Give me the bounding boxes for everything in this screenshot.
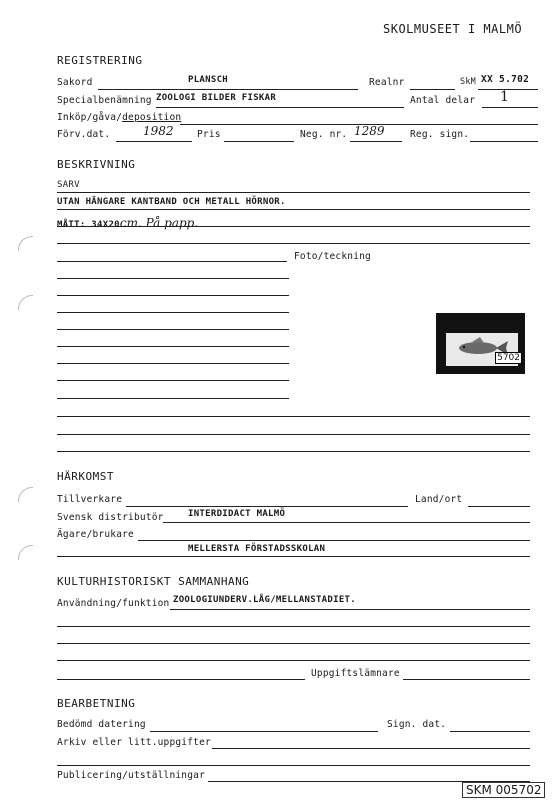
agare-line (138, 540, 530, 541)
section-title-kultur: KULTURHISTORISKT SAMMANHANG (57, 575, 250, 588)
left-rule-2 (57, 295, 289, 296)
matt-typed: MÅTT: 34X20 (57, 220, 120, 230)
sakord-label: Sakord (57, 77, 93, 88)
publicering-label: Publicering/utställningar (57, 770, 205, 781)
land-label: Land/ort (415, 494, 463, 505)
uppgift-label: Uppgiftslämnare (311, 668, 400, 679)
neg-value[interactable]: 1289 (354, 124, 385, 138)
distributor-line (163, 522, 530, 523)
pris-line (224, 141, 294, 142)
left-rule-6 (57, 363, 289, 364)
full-rule-3 (57, 451, 530, 452)
skm-label: SkM (460, 77, 476, 87)
anvandning-label: Användning/funktion (57, 598, 170, 609)
beskrivning-rule-2 (57, 209, 530, 210)
kultur-rule-1 (57, 626, 530, 627)
distributor-label: Svensk distributör (57, 512, 164, 523)
uppgift-rule-left (57, 679, 305, 680)
agare-line-2 (57, 556, 530, 557)
forv-line (116, 141, 192, 142)
realnr-label: Realnr (369, 77, 405, 88)
skm-value[interactable]: XX 5.702 (481, 74, 530, 85)
beskrivning-rule-4 (57, 243, 530, 244)
neg-line (350, 141, 402, 142)
object-photo[interactable] (436, 313, 525, 374)
photo-number: 5702 (497, 353, 520, 363)
anvandning-value[interactable]: ZOOLOGIUNDERV.LÅG/MELLANSTADIET. (173, 595, 356, 605)
forv-value[interactable]: 1982 (143, 124, 174, 138)
antal-label: Antal delar (410, 95, 476, 106)
uppgift-line (403, 679, 530, 680)
sakord-line (98, 89, 358, 90)
beskrivning-line-3[interactable] (57, 212, 198, 231)
full-rule-1 (57, 416, 530, 417)
left-rule-5 (57, 346, 289, 347)
left-rule-8 (57, 398, 289, 399)
kultur-rule-2 (57, 643, 530, 644)
land-line (468, 506, 530, 507)
binder-hole (18, 487, 33, 502)
section-title-harkomst: HÄRKOMST (57, 470, 114, 483)
foto-rule (57, 261, 287, 262)
reg-line (470, 141, 538, 142)
left-rule-7 (57, 380, 289, 381)
left-rule-3 (57, 312, 289, 313)
sakord-value[interactable]: PLANSCH (188, 75, 229, 85)
special-label: Specialbenämning (57, 95, 152, 106)
tillverkare-label: Tillverkare (57, 494, 123, 505)
neg-label: Neg. nr. (300, 129, 348, 140)
inkop-deposition: deposition (122, 112, 182, 123)
forv-label: Förv.dat. (57, 129, 111, 140)
skm-stamp: SKM 005702 (462, 782, 545, 798)
left-rule-4 (57, 329, 289, 330)
binder-hole (18, 236, 33, 251)
antal-value[interactable]: 1 (500, 89, 509, 105)
arkiv-line-2 (57, 765, 530, 766)
distributor-value[interactable]: INTERDIDACT MALMÖ (188, 509, 286, 519)
beskrivning-rule-1 (57, 192, 530, 193)
kultur-rule-3 (57, 660, 530, 661)
special-value[interactable]: ZOOLOGI BILDER FISKAR (156, 93, 277, 103)
antal-line (482, 107, 538, 108)
left-rule-1 (57, 278, 289, 279)
beskrivning-rule-3 (57, 226, 530, 227)
beskrivning-line-1[interactable]: SARV (57, 180, 80, 190)
beskrivning-line-2[interactable]: UTAN HÄNGARE KANTBAND OCH METALL HÖRNOR. (57, 197, 286, 207)
section-title-registrering: REGISTRERING (57, 54, 143, 67)
foto-label: Foto/teckning (294, 251, 371, 262)
special-line (156, 107, 404, 108)
museum-title: SKOLMUSEET I MALMÖ (383, 22, 523, 36)
section-title-bearbetning: BEARBETNING (57, 697, 136, 710)
binder-hole (18, 545, 33, 560)
tillverkare-line (126, 506, 408, 507)
datering-line (150, 731, 378, 732)
section-title-beskrivning: BESKRIVNING (57, 158, 136, 171)
anvandning-line (170, 609, 530, 610)
agare-label: Ägare/brukare (57, 529, 134, 540)
sign-line (450, 731, 530, 732)
realnr-line (410, 89, 455, 90)
inkop-label: Inköp/gåva/deposition (57, 112, 182, 123)
agare-value[interactable]: MELLERSTA FÖRSTADSSKOLAN (188, 544, 326, 554)
matt-handwritten: cm. På papp. (119, 216, 199, 230)
reg-label: Reg. sign. (410, 129, 470, 140)
sign-label: Sign. dat. (387, 719, 447, 730)
arkiv-line (212, 748, 530, 749)
binder-hole (18, 295, 33, 310)
datering-label: Bedömd datering (57, 719, 146, 730)
arkiv-label: Arkiv eller litt.uppgifter (57, 737, 211, 748)
full-rule-2 (57, 434, 530, 435)
pris-label: Pris (197, 129, 221, 140)
